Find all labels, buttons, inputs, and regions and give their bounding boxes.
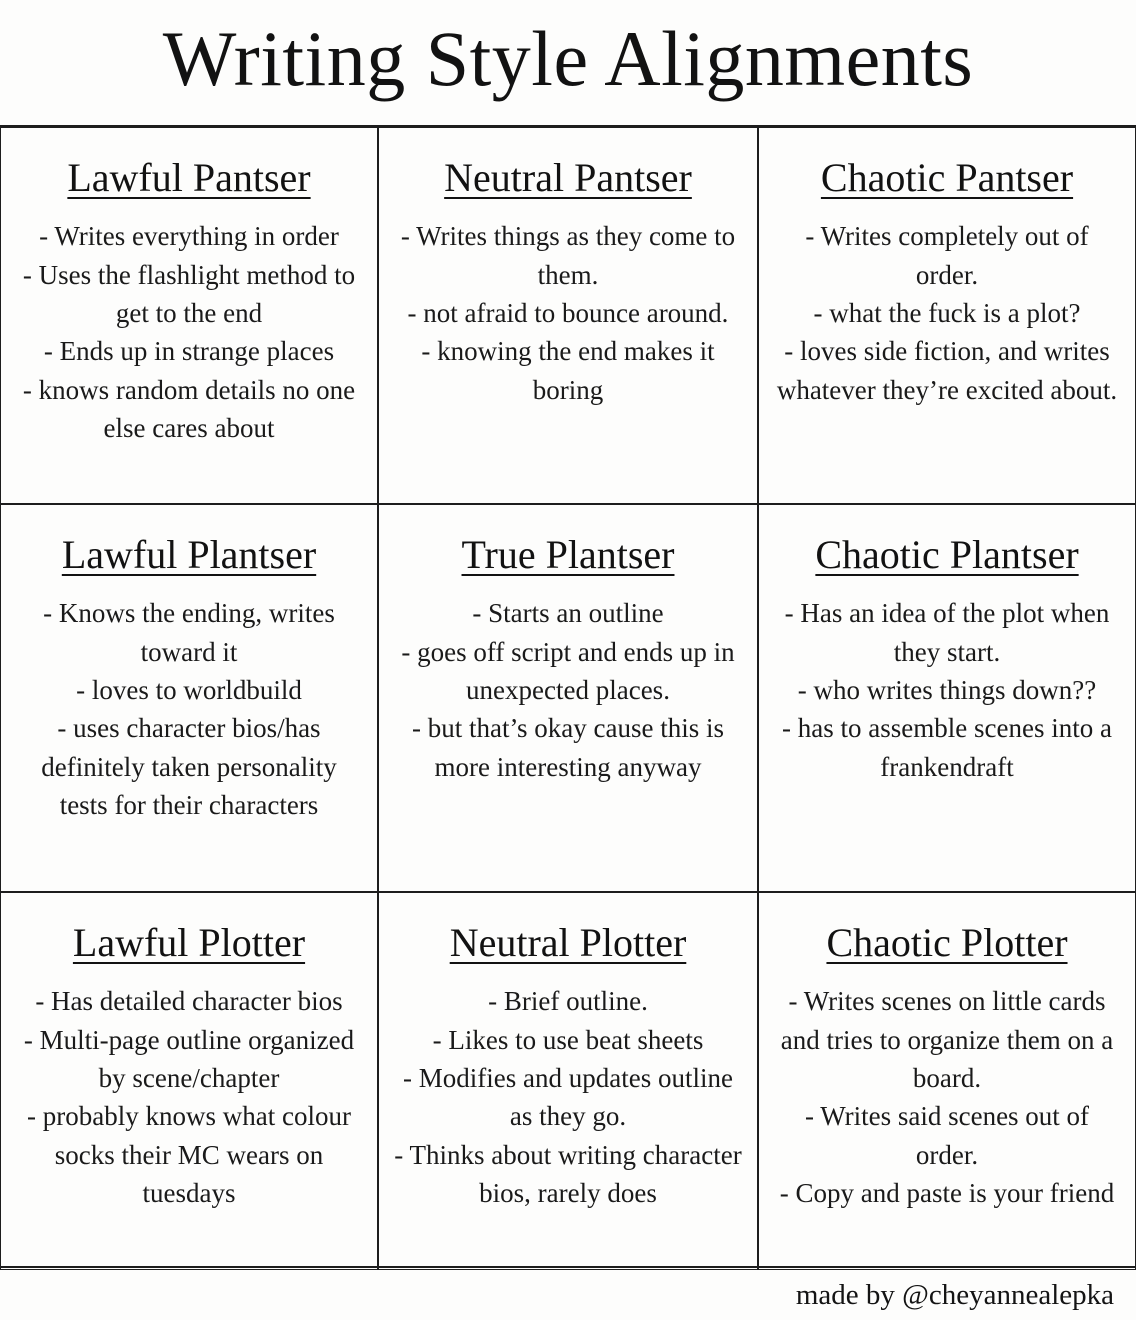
bullet-line: - loves to worldbuild xyxy=(76,674,302,705)
cell-chaotic-plotter xyxy=(758,892,1136,1270)
bullet-line: - Thinks about writing character bios, rarely does xyxy=(394,1139,742,1208)
cell-chaotic-pantser xyxy=(758,127,1136,504)
bullet-line: - has to assemble scenes into a frankendraft xyxy=(782,713,1112,782)
cell-title-neutral-plotter: Neutral Plotter xyxy=(449,920,687,966)
cell-items-chaotic-pantser xyxy=(773,217,1121,409)
cell-items-chaotic-plantser xyxy=(773,594,1121,786)
cell-chaotic-plantser xyxy=(758,504,1136,892)
bullet-line: - Writes everything in order xyxy=(39,221,339,252)
bullet-line: - Knows the ending, writes toward it xyxy=(43,598,335,667)
bullet-line: - Writes scenes on little cards and tries to organize them on a board. xyxy=(780,986,1114,1093)
bullet-line: - Writes completely out of order. xyxy=(805,221,1089,290)
cell-title-neutral-pantser: Neutral Pantser xyxy=(444,155,692,201)
cell-neutral-plotter xyxy=(378,892,758,1270)
bullet-line: - Writes things as they come to them. xyxy=(400,221,736,290)
bullet-line: - uses character bios/has definitely taken personality tests for their characters xyxy=(41,713,337,820)
bullet-line: - Ends up in strange places xyxy=(43,336,335,367)
bullet-line: - Modifies and updates outline as they go. xyxy=(403,1062,733,1132)
bullet-line: - Has detailed character bios xyxy=(35,986,343,1017)
bullet-line: - probably knows what colour socks their MC wears on tuesdays xyxy=(27,1101,351,1208)
bullet-line: - Has an idea of the plot when they start. xyxy=(784,598,1110,667)
bullet-line: - Copy and paste is your friend xyxy=(779,1177,1115,1208)
alignment-grid xyxy=(0,125,1136,1268)
bullet-line: - loves side fiction, and writes whatever they’re excited about. xyxy=(776,336,1118,405)
cell-items-neutral-plotter xyxy=(393,982,743,1212)
cell-lawful-pantser xyxy=(0,127,378,504)
cell-items-lawful-plotter xyxy=(15,982,363,1212)
bullet-line: - knowing the end makes it boring xyxy=(421,336,715,405)
credit-text: made by @cheyannealepka xyxy=(795,1279,1114,1311)
cell-items-lawful-plantser xyxy=(15,594,363,824)
bullet-line: - Writes said scenes out of order. xyxy=(804,1101,1090,1170)
bullet-line: - Uses the flashlight method to get to the end xyxy=(22,259,356,328)
cell-title-chaotic-pantser: Chaotic Pantser xyxy=(820,155,1074,201)
cell-title-lawful-pantser: Lawful Pantser xyxy=(67,155,311,201)
cell-title-chaotic-plotter: Chaotic Plotter xyxy=(826,920,1068,966)
cell-title-true-plantser: True Plantser xyxy=(461,532,675,578)
bullet-line: - what the fuck is a plot? xyxy=(813,297,1081,328)
cell-lawful-plotter xyxy=(0,892,378,1270)
cell-items-neutral-pantser xyxy=(393,217,743,409)
cell-title-lawful-plantser: Lawful Plantser xyxy=(61,532,317,578)
bullet-line: - goes off script and ends up in unexpected places. xyxy=(401,636,735,705)
bullet-line: - Starts an outline xyxy=(472,598,664,629)
cell-items-lawful-pantser xyxy=(15,217,363,447)
bullet-line: - knows random details no one else cares about xyxy=(22,374,356,443)
cell-items-chaotic-plotter xyxy=(773,982,1121,1212)
cell-neutral-pantser xyxy=(378,127,758,504)
cell-title-chaotic-plantser: Chaotic Plantser xyxy=(815,532,1079,578)
bullet-line: - but that’s okay cause this is more interesting anyway xyxy=(412,713,724,782)
bullet-line: - Brief outline. xyxy=(488,986,648,1017)
cell-items-true-plantser xyxy=(393,594,743,786)
bullet-line: - Likes to use beat sheets xyxy=(432,1024,704,1055)
bullet-line: - who writes things down?? xyxy=(797,674,1097,705)
page-title: Writing Style Alignments xyxy=(162,15,974,102)
bullet-line: - not afraid to bounce around. xyxy=(407,297,729,328)
cell-true-plantser xyxy=(378,504,758,892)
cell-title-lawful-plotter: Lawful Plotter xyxy=(72,920,306,966)
cell-lawful-plantser xyxy=(0,504,378,892)
bullet-line: - Multi-page outline organized by scene/chapter xyxy=(23,1024,355,1093)
